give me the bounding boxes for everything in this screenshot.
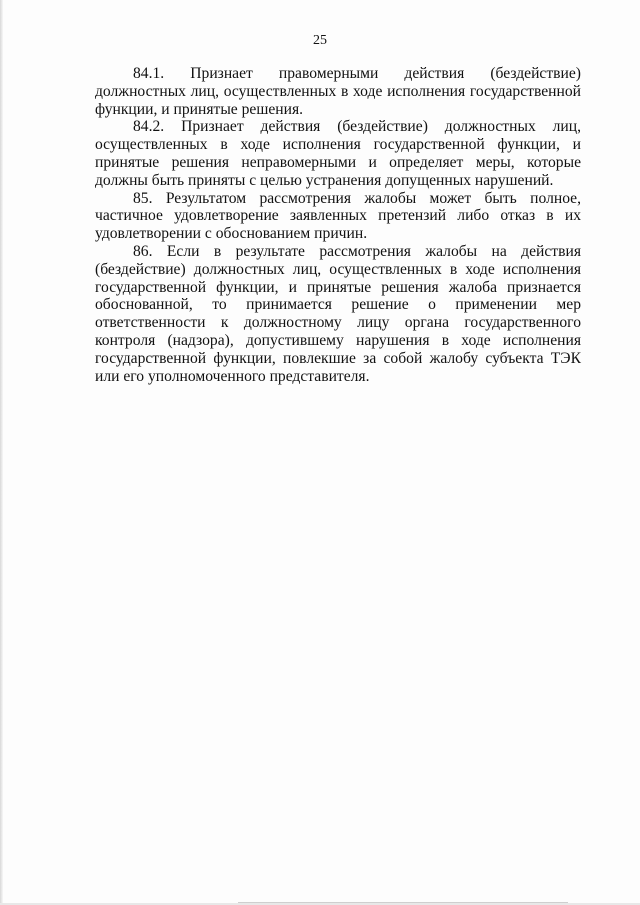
page-number: 25 [313, 33, 327, 48]
paragraph-85: 85. Результатом рассмотрения жалобы может быть полное, частичное удовлетворение заявленных претензий либо отказ в их удовлетворении с обоснованием причин. [95, 189, 581, 243]
document-body [95, 65, 581, 385]
scan-edge-left [0, 0, 3, 905]
paragraph-84-1: 84.1. Признает правомерными действия (бездействие) должностных лиц, осуществленных в ходе исполнения государственной функции, и принятые решения. [95, 65, 581, 118]
scan-bottom-line [238, 902, 568, 903]
paragraph-86: 86. Если в результате рассмотрения жалобы на действия (бездействие) должностных лиц, осуществленных в ходе исполнения государственной функции, и принятые решения жалоба признается обоснованной, то принимается решение о применении мер ответственности к должностному лицу органа государственного контроля (надзора), допустившему нарушения в ходе исполнения государственной функции, повлекшие за собой жалобу субъекта ТЭК [95, 242, 581, 367]
paragraph-86-tail: или его уполномоченного представителя. [95, 367, 370, 385]
paragraph-84-2: 84.2. Признает действия (бездействие) должностных лиц, осуществленных в ходе исполнения государственной функции, и принятые решения неправомерными и определяет меры, которые должны быть приняты с целью устранения допущенных нарушений. [95, 118, 581, 189]
